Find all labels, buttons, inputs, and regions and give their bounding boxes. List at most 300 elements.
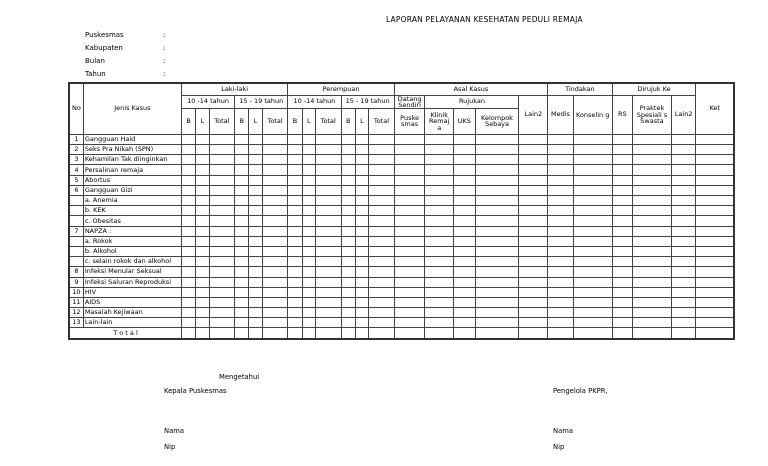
data-cell[interactable] [612,236,632,246]
data-cell[interactable] [302,297,315,307]
data-cell[interactable] [519,175,548,185]
data-cell[interactable] [633,277,672,287]
data-cell[interactable] [394,246,425,256]
data-cell[interactable] [369,206,395,216]
total-cell[interactable] [209,328,235,339]
data-cell[interactable] [548,277,574,287]
data-cell[interactable] [671,297,696,307]
data-cell[interactable] [262,175,288,185]
data-cell[interactable] [454,257,475,267]
data-cell[interactable] [696,226,734,236]
data-cell[interactable] [181,175,195,185]
data-cell[interactable] [519,155,548,165]
data-cell[interactable] [288,155,302,165]
data-cell[interactable] [302,257,315,267]
data-cell[interactable] [394,185,425,195]
data-cell[interactable] [341,267,355,277]
data-cell[interactable] [519,308,548,318]
data-cell[interactable] [425,165,454,175]
data-cell[interactable] [288,206,302,216]
data-cell[interactable] [454,216,475,226]
data-cell[interactable] [394,216,425,226]
data-cell[interactable] [425,185,454,195]
data-cell[interactable] [196,196,209,206]
data-cell[interactable] [696,257,734,267]
data-cell[interactable] [573,308,612,318]
data-cell[interactable] [235,267,249,277]
data-cell[interactable] [633,206,672,216]
data-cell[interactable] [235,308,249,318]
data-cell[interactable] [573,175,612,185]
data-cell[interactable] [612,287,632,297]
data-cell[interactable] [302,206,315,216]
data-cell[interactable] [235,226,249,236]
data-cell[interactable] [633,155,672,165]
data-cell[interactable] [235,257,249,267]
data-cell[interactable] [288,257,302,267]
data-cell[interactable] [573,165,612,175]
data-cell[interactable] [262,165,288,175]
data-cell[interactable] [196,257,209,267]
data-cell[interactable] [209,155,235,165]
data-cell[interactable] [249,185,262,195]
data-cell[interactable] [235,236,249,246]
data-cell[interactable] [209,175,235,185]
data-cell[interactable] [302,175,315,185]
data-cell[interactable] [355,236,368,246]
total-cell[interactable] [671,328,696,339]
data-cell[interactable] [425,134,454,144]
data-cell[interactable] [454,308,475,318]
data-cell[interactable] [696,287,734,297]
data-cell[interactable] [181,226,195,236]
data-cell[interactable] [249,175,262,185]
data-cell[interactable] [394,257,425,267]
data-cell[interactable] [633,287,672,297]
total-cell[interactable] [181,328,195,339]
data-cell[interactable] [302,155,315,165]
total-cell[interactable] [369,328,395,339]
data-cell[interactable] [288,196,302,206]
data-cell[interactable] [209,185,235,195]
data-cell[interactable] [573,236,612,246]
data-cell[interactable] [425,257,454,267]
data-cell[interactable] [519,185,548,195]
data-cell[interactable] [612,165,632,175]
data-cell[interactable] [196,206,209,216]
data-cell[interactable] [633,175,672,185]
data-cell[interactable] [519,267,548,277]
data-cell[interactable] [633,246,672,256]
data-cell[interactable] [315,206,341,216]
data-cell[interactable] [454,165,475,175]
data-cell[interactable] [355,257,368,267]
data-cell[interactable] [369,267,395,277]
data-cell[interactable] [369,236,395,246]
data-cell[interactable] [369,145,395,155]
data-cell[interactable] [394,267,425,277]
data-cell[interactable] [633,134,672,144]
data-cell[interactable] [288,226,302,236]
data-cell[interactable] [262,308,288,318]
data-cell[interactable] [235,185,249,195]
data-cell[interactable] [369,257,395,267]
data-cell[interactable] [181,145,195,155]
data-cell[interactable] [249,196,262,206]
data-cell[interactable] [341,134,355,144]
data-cell[interactable] [235,318,249,328]
data-cell[interactable] [196,267,209,277]
data-cell[interactable] [612,216,632,226]
data-cell[interactable] [196,246,209,256]
data-cell[interactable] [475,277,519,287]
data-cell[interactable] [315,308,341,318]
data-cell[interactable] [548,216,574,226]
data-cell[interactable] [262,206,288,216]
data-cell[interactable] [181,246,195,256]
data-cell[interactable] [696,297,734,307]
data-cell[interactable] [315,134,341,144]
data-cell[interactable] [209,226,235,236]
data-cell[interactable] [181,308,195,318]
data-cell[interactable] [288,267,302,277]
data-cell[interactable] [249,134,262,144]
total-cell[interactable] [288,328,302,339]
data-cell[interactable] [519,257,548,267]
data-cell[interactable] [262,155,288,165]
data-cell[interactable] [369,216,395,226]
data-cell[interactable] [369,165,395,175]
data-cell[interactable] [196,175,209,185]
total-cell[interactable] [696,328,734,339]
total-cell[interactable] [235,328,249,339]
data-cell[interactable] [671,206,696,216]
data-cell[interactable] [633,267,672,277]
data-cell[interactable] [612,308,632,318]
data-cell[interactable] [369,175,395,185]
data-cell[interactable] [209,145,235,155]
total-cell[interactable] [249,328,262,339]
data-cell[interactable] [612,206,632,216]
data-cell[interactable] [696,155,734,165]
data-cell[interactable] [612,267,632,277]
data-cell[interactable] [454,206,475,216]
data-cell[interactable] [519,206,548,216]
data-cell[interactable] [249,297,262,307]
data-cell[interactable] [302,185,315,195]
data-cell[interactable] [696,216,734,226]
data-cell[interactable] [633,308,672,318]
data-cell[interactable] [315,165,341,175]
data-cell[interactable] [302,318,315,328]
data-cell[interactable] [548,155,574,165]
data-cell[interactable] [315,318,341,328]
data-cell[interactable] [425,216,454,226]
data-cell[interactable] [633,318,672,328]
data-cell[interactable] [315,257,341,267]
data-cell[interactable] [394,236,425,246]
total-cell[interactable] [196,328,209,339]
data-cell[interactable] [425,267,454,277]
data-cell[interactable] [671,308,696,318]
data-cell[interactable] [288,165,302,175]
data-cell[interactable] [454,267,475,277]
data-cell[interactable] [355,318,368,328]
data-cell[interactable] [425,297,454,307]
data-cell[interactable] [315,185,341,195]
total-cell[interactable] [425,328,454,339]
data-cell[interactable] [355,134,368,144]
data-cell[interactable] [288,236,302,246]
data-cell[interactable] [633,216,672,226]
data-cell[interactable] [249,226,262,236]
total-cell[interactable] [302,328,315,339]
data-cell[interactable] [262,277,288,287]
data-cell[interactable] [369,297,395,307]
data-cell[interactable] [633,145,672,155]
data-cell[interactable] [181,196,195,206]
data-cell[interactable] [341,226,355,236]
data-cell[interactable] [262,226,288,236]
data-cell[interactable] [341,155,355,165]
data-cell[interactable] [369,226,395,236]
data-cell[interactable] [394,196,425,206]
data-cell[interactable] [612,175,632,185]
data-cell[interactable] [196,277,209,287]
data-cell[interactable] [302,287,315,297]
data-cell[interactable] [671,226,696,236]
total-cell[interactable] [394,328,425,339]
data-cell[interactable] [573,267,612,277]
data-cell[interactable] [573,216,612,226]
data-cell[interactable] [573,246,612,256]
data-cell[interactable] [671,175,696,185]
data-cell[interactable] [302,165,315,175]
data-cell[interactable] [612,257,632,267]
data-cell[interactable] [671,155,696,165]
total-cell[interactable] [633,328,672,339]
data-cell[interactable] [696,246,734,256]
data-cell[interactable] [288,318,302,328]
data-cell[interactable] [341,145,355,155]
data-cell[interactable] [519,297,548,307]
data-cell[interactable] [475,246,519,256]
data-cell[interactable] [573,257,612,267]
data-cell[interactable] [369,277,395,287]
data-cell[interactable] [519,318,548,328]
data-cell[interactable] [394,145,425,155]
data-cell[interactable] [696,318,734,328]
data-cell[interactable] [475,297,519,307]
data-cell[interactable] [425,175,454,185]
data-cell[interactable] [519,165,548,175]
data-cell[interactable] [454,236,475,246]
data-cell[interactable] [262,246,288,256]
data-cell[interactable] [612,185,632,195]
data-cell[interactable] [475,196,519,206]
data-cell[interactable] [235,175,249,185]
total-cell[interactable] [519,328,548,339]
data-cell[interactable] [671,287,696,297]
data-cell[interactable] [475,206,519,216]
data-cell[interactable] [475,308,519,318]
data-cell[interactable] [315,226,341,236]
data-cell[interactable] [235,297,249,307]
data-cell[interactable] [209,308,235,318]
data-cell[interactable] [573,196,612,206]
data-cell[interactable] [394,308,425,318]
data-cell[interactable] [696,206,734,216]
data-cell[interactable] [235,165,249,175]
data-cell[interactable] [548,145,574,155]
data-cell[interactable] [262,267,288,277]
data-cell[interactable] [315,155,341,165]
data-cell[interactable] [671,318,696,328]
data-cell[interactable] [394,226,425,236]
data-cell[interactable] [696,145,734,155]
data-cell[interactable] [696,196,734,206]
data-cell[interactable] [315,145,341,155]
data-cell[interactable] [262,185,288,195]
data-cell[interactable] [341,277,355,287]
data-cell[interactable] [249,145,262,155]
data-cell[interactable] [288,134,302,144]
data-cell[interactable] [249,308,262,318]
data-cell[interactable] [394,277,425,287]
data-cell[interactable] [302,308,315,318]
total-cell[interactable] [612,328,632,339]
data-cell[interactable] [548,257,574,267]
data-cell[interactable] [548,226,574,236]
data-cell[interactable] [341,216,355,226]
data-cell[interactable] [249,318,262,328]
data-cell[interactable] [548,297,574,307]
total-cell[interactable] [475,328,519,339]
data-cell[interactable] [196,155,209,165]
data-cell[interactable] [519,196,548,206]
data-cell[interactable] [696,165,734,175]
data-cell[interactable] [671,216,696,226]
data-cell[interactable] [548,318,574,328]
data-cell[interactable] [262,297,288,307]
data-cell[interactable] [519,236,548,246]
data-cell[interactable] [181,318,195,328]
data-cell[interactable] [671,277,696,287]
data-cell[interactable] [475,318,519,328]
data-cell[interactable] [633,165,672,175]
data-cell[interactable] [196,185,209,195]
data-cell[interactable] [262,287,288,297]
data-cell[interactable] [475,165,519,175]
data-cell[interactable] [302,267,315,277]
data-cell[interactable] [633,185,672,195]
data-cell[interactable] [341,236,355,246]
data-cell[interactable] [394,134,425,144]
data-cell[interactable] [249,206,262,216]
data-cell[interactable] [612,318,632,328]
data-cell[interactable] [181,287,195,297]
data-cell[interactable] [696,185,734,195]
data-cell[interactable] [548,308,574,318]
data-cell[interactable] [196,297,209,307]
data-cell[interactable] [573,318,612,328]
data-cell[interactable] [612,134,632,144]
data-cell[interactable] [696,277,734,287]
data-cell[interactable] [315,297,341,307]
data-cell[interactable] [548,267,574,277]
data-cell[interactable] [394,206,425,216]
data-cell[interactable] [315,196,341,206]
data-cell[interactable] [288,175,302,185]
data-cell[interactable] [454,226,475,236]
data-cell[interactable] [315,246,341,256]
data-cell[interactable] [425,145,454,155]
data-cell[interactable] [315,277,341,287]
data-cell[interactable] [633,257,672,267]
data-cell[interactable] [355,175,368,185]
data-cell[interactable] [235,246,249,256]
data-cell[interactable] [671,257,696,267]
data-cell[interactable] [288,287,302,297]
data-cell[interactable] [355,155,368,165]
data-cell[interactable] [612,297,632,307]
data-cell[interactable] [475,134,519,144]
data-cell[interactable] [249,165,262,175]
data-cell[interactable] [209,277,235,287]
data-cell[interactable] [425,287,454,297]
data-cell[interactable] [288,308,302,318]
data-cell[interactable] [425,277,454,287]
data-cell[interactable] [235,216,249,226]
data-cell[interactable] [475,175,519,185]
data-cell[interactable] [315,175,341,185]
data-cell[interactable] [181,267,195,277]
data-cell[interactable] [209,297,235,307]
data-cell[interactable] [696,175,734,185]
data-cell[interactable] [355,165,368,175]
data-cell[interactable] [394,287,425,297]
data-cell[interactable] [454,297,475,307]
data-cell[interactable] [519,216,548,226]
data-cell[interactable] [519,134,548,144]
data-cell[interactable] [475,267,519,277]
data-cell[interactable] [696,236,734,246]
data-cell[interactable] [341,308,355,318]
data-cell[interactable] [302,134,315,144]
data-cell[interactable] [181,297,195,307]
data-cell[interactable] [302,236,315,246]
data-cell[interactable] [519,145,548,155]
data-cell[interactable] [341,287,355,297]
data-cell[interactable] [209,246,235,256]
data-cell[interactable] [341,185,355,195]
data-cell[interactable] [475,257,519,267]
data-cell[interactable] [475,155,519,165]
total-cell[interactable] [573,328,612,339]
data-cell[interactable] [341,246,355,256]
data-cell[interactable] [209,287,235,297]
data-cell[interactable] [454,134,475,144]
data-cell[interactable] [209,134,235,144]
data-cell[interactable] [209,236,235,246]
data-cell[interactable] [454,175,475,185]
total-cell[interactable] [454,328,475,339]
data-cell[interactable] [671,246,696,256]
total-cell[interactable] [262,328,288,339]
data-cell[interactable] [181,155,195,165]
data-cell[interactable] [633,297,672,307]
data-cell[interactable] [475,287,519,297]
